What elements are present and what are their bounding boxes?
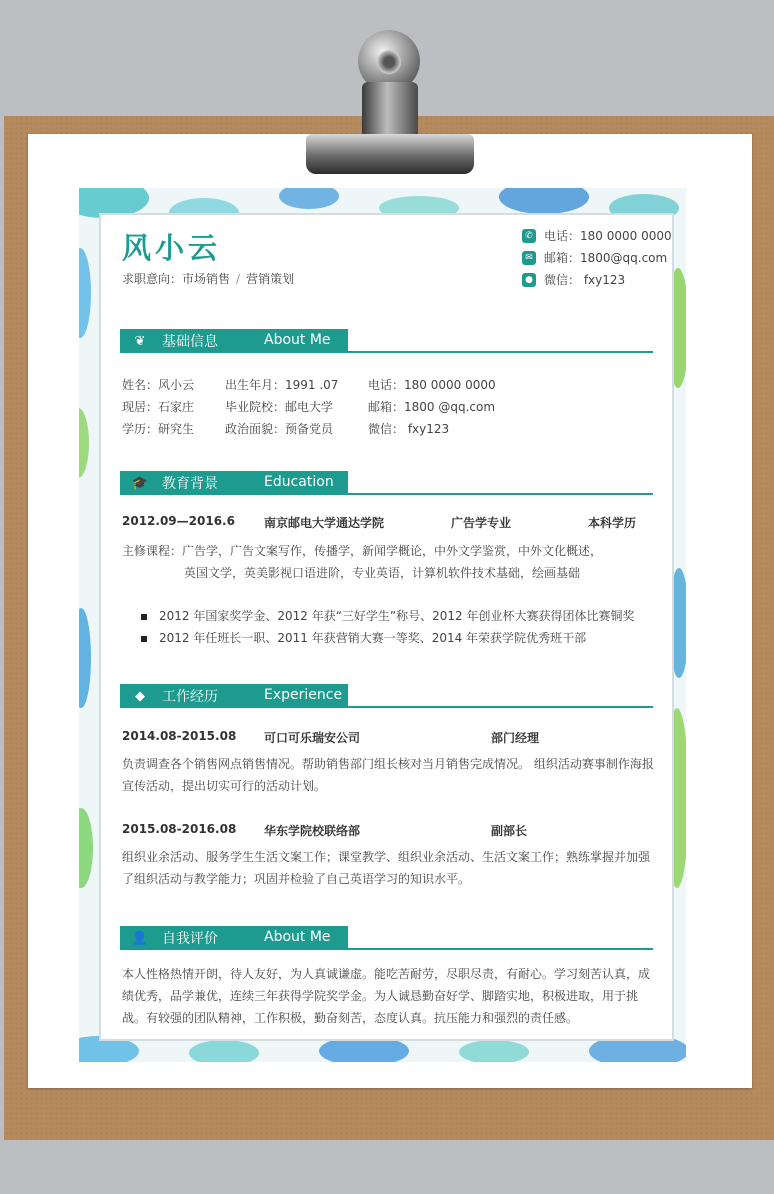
binder-clip [300, 24, 480, 184]
basic-birth: 出生年月：1991 .07 [225, 378, 339, 392]
section-education-header [120, 471, 653, 499]
job-intent-separator: / [236, 272, 241, 286]
job-intent [122, 270, 294, 287]
basic-name: 姓名：风小云 [122, 378, 195, 392]
header-email [522, 249, 667, 266]
section-basic-title-en: About Me [264, 332, 331, 348]
mail-icon: ✉ [522, 251, 536, 265]
basic-politics: 政治面貌：预备党员 [225, 422, 334, 436]
basic-school: 毕业院校：邮电大学 [225, 400, 334, 414]
edu-award-2: 2012 年任班长一职、2011 年获营销大赛一等奖、2014 年荣获学院优秀班干部 [141, 629, 586, 646]
person-icon: 👤 [131, 930, 149, 946]
edu-school: 南京邮电大学通达学院 [264, 516, 385, 530]
edu-courses-line2: 英国文学，英美影视口语进阶，专业英语，计算机软件技术基础，绘画基础 [184, 566, 581, 580]
basic-phone: 电话：180 0000 0000 [368, 378, 496, 392]
job-2-period: 2015.08-2016.08 [122, 822, 237, 836]
basic-wechat: 微信： fxy123 [368, 422, 450, 436]
header-wechat-text: 微信： fxy123 [544, 273, 626, 287]
leaf-icon: ❦ [134, 333, 146, 349]
section-basic-header [120, 329, 653, 357]
graduation-cap-icon: 🎓 [131, 475, 149, 491]
header-phone [522, 227, 672, 244]
tag-icon: ◆ [135, 688, 145, 704]
basic-email: 邮箱：1800 @qq.com [368, 400, 496, 414]
section-work-title-en: Experience [264, 687, 343, 703]
self-evaluation-text: 本人性格热情开朗，待人友好，为人真诚谦虚。能吃苦耐劳，尽职尽责，有耐心。学习刻苦认真，成绩优秀，品学兼优，连续三年获得学院奖学金。为人诚恳勤奋好学、脚踏实地，积极进取，用于挑战。有较强的团队精神，工作积极，勤奋刻苦，态度认真。抗压能力和强烈的责任感。 [122, 967, 651, 1025]
wechat-icon: ● [522, 273, 536, 287]
section-self-header [120, 926, 653, 954]
job-2-desc: 组织业余活动、服务学生生活文案工作；课堂教学、组织业余活动、生活文案工作；熟练掌握并加强了组织活动与教学能力；巩固并检验了自己英语学习的知识水平。 [122, 850, 651, 886]
section-work-header [120, 684, 653, 712]
phone-icon: ✆ [522, 229, 536, 243]
header-phone-text: 电话：180 0000 0000 [544, 229, 672, 243]
job-intent-label: 求职意向：市场销售 [122, 272, 231, 286]
edu-courses-line1: 主修课程：广告学，广告文案写作，传播学，新闻学概论，中外文学鉴赏，中外文化概述， [122, 544, 603, 558]
job-1-desc: 负责调查各个销售网点销售情况。帮助销售部门组长核对当月销售完成情况。 组织活动赛事制作海报宣传活动，提出切实可行的活动计划。 [122, 757, 654, 793]
candidate-name: 风小云 [122, 231, 222, 265]
section-education-title-en: Education [264, 474, 334, 490]
header-wechat [522, 271, 625, 288]
job-intent-extra: 营销策划 [246, 272, 295, 286]
job-1-role: 部门经理 [491, 731, 540, 745]
job-1-company: 可口可乐瑞安公司 [264, 731, 361, 745]
edu-degree: 本科学历 [588, 516, 637, 530]
edu-major: 广告学专业 [451, 516, 512, 530]
basic-education: 学历：研究生 [122, 422, 195, 436]
section-education-title: 教育背景 [162, 476, 218, 492]
edu-award-1: 2012 年国家奖学金、2012 年获“三好学生”称号、2012 年创业杯大赛获得团体比赛铜奖 [141, 607, 635, 624]
section-basic-title: 基础信息 [162, 334, 218, 350]
section-work-title: 工作经历 [162, 689, 218, 705]
job-2-role: 副部长 [491, 824, 528, 838]
basic-residence: 现居：石家庄 [122, 400, 195, 414]
header-email-text: 邮箱：1800@qq.com [544, 251, 668, 265]
section-self-title: 自我评价 [162, 931, 218, 947]
edu-period: 2012.09—2016.6 [122, 514, 235, 528]
section-self-title-en: About Me [264, 929, 331, 945]
job-2-company: 华东学院校联络部 [264, 824, 361, 838]
job-1-period: 2014.08-2015.08 [122, 729, 237, 743]
